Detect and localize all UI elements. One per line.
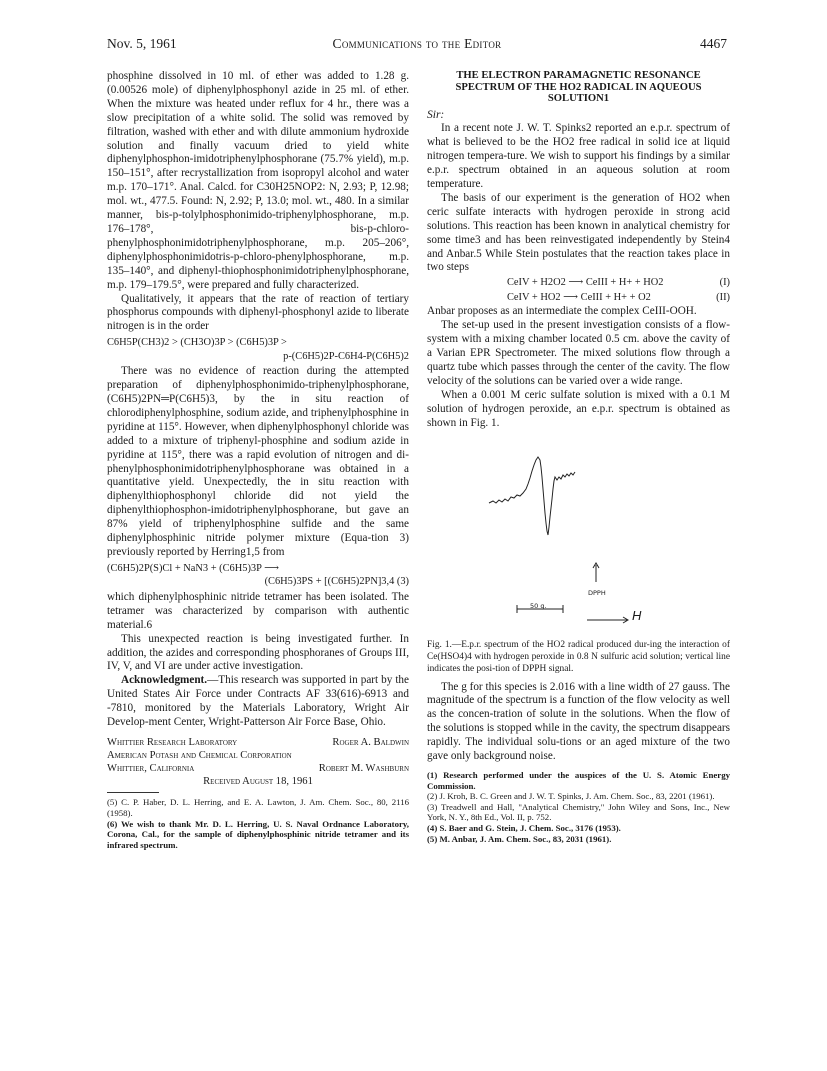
acknowledgment-heading: Acknowledgment. bbox=[121, 674, 208, 687]
paragraph: The g for this species is 2.016 with a line width of 27 gauss. The magnitude of the spectrum is a function of the flow velocity as well as the concen-tration of solute in the solutions. When the flow of the solutions is stopped while in the cavity, the spectrum disappears rapidly. The individual solu-tions or an aged mixture of the two gave only background noise. bbox=[427, 680, 730, 763]
epr-spectrum-figure bbox=[427, 437, 730, 635]
left-column bbox=[107, 70, 409, 850]
footnote: (3) Treadwell and Hall, "Analytical Chemistry," John Wiley and Sons, Inc., New York, N. Y., 8th Ed., Vol. II, p. 752. bbox=[427, 801, 730, 823]
paragraph: When a 0.001 M ceric sulfate solution is mixed with a 0.1 M solution of hydrogen peroxide, an e.p.r. spectrum is obtained as shown in Fig. 1. bbox=[427, 388, 730, 429]
paragraph: phosphine dissolved in 10 ml. of ether was added to 1.28 g. (0.00526 mole) of diphenylphosphonyl azide in 25 ml. of ether. When the mixture was heated under reflux for 4 hr., there was a slow precipitation of a white solid. The solid was removed by filtration, washed with ether and with dilute ammonium hydroxide solution and finally vacuum dried to yield white diphenylphosphon-imidotriphenylphosphorane (75.7% yield), m.p. 150–151°, after recrystallization from isopropyl alcohol and water m.p. 170–171°. Anal. Calcd. for C30H25NOP2: N, 2.93; P, 12.98; mol. wt., 477.5. Found: N, 2.92; P, 13.0; mol. wt., 480. In a similar manner, bis-p-tolylphosphonimido-triphenylphosphorane, m.p. 176–178°, bis-p-chloro-phenylphosphonimidotriphenylphosphorane, m.p. 205–206°, diphenylphosphonimidotris-p-chloro-phenylphosphorane, m.p. 135–140°, and diphenyl-thiophosphonimidotriphenylphosphorane, m.p. 179–179.5°, were prepared and fully characterized. bbox=[107, 70, 409, 291]
figure-caption: Fig. 1.—E.p.r. spectrum of the HO2 radical produced dur-ing the interaction of Ce(HSO4)4 with hydrogen peroxide in 0.8 N sulfuric acid solution; vertical line indicates the posi-tion of DPPH signal. bbox=[427, 639, 730, 674]
epr-spectrum-trace bbox=[489, 457, 575, 535]
salutation: Sir: bbox=[427, 108, 445, 121]
scale-label: 50 g. bbox=[530, 601, 547, 610]
page-header bbox=[107, 36, 727, 54]
equation-line: (C6H5)2P(S)Cl + NaN3 + (C6H5)3P ⟶ bbox=[107, 562, 279, 574]
field-axis-label: H bbox=[632, 607, 642, 623]
article-title: THE ELECTRON PARAMAGNETIC RESONANCE SPECTRUM OF THE HO2 RADICAL IN AQUEOUS SOLUTION1 bbox=[455, 70, 702, 104]
paragraph: The set-up used in the present investigation consists of a flow-system with a mixing chamber located 0.5 cm. above the cavity of a Varian EPR Spectrometer. The mixed solutions flow through a quartz tube which passes through the center of the cavity. The flow velocity of the solutions can be varied over a wide range. bbox=[427, 319, 730, 387]
issue-date: Nov. 5, 1961 bbox=[107, 36, 177, 51]
paragraph: Anbar proposes as an intermediate the complex CeIII-OOH. bbox=[427, 305, 697, 318]
paragraph: which diphenylphosphinic nitride tetramer has been isolated. The tetramer was characterized by comparison with authentic material.6 bbox=[107, 590, 409, 631]
paragraph: Qualitatively, it appears that the rate of reaction of tertiary phosphorus compounds with diphenyl-phosphonyl azide to liberate nitrogen is in the order bbox=[107, 292, 409, 333]
equation-line: (C6H5)3PS + [(C6H5)2PN]3,4 (3) bbox=[264, 576, 409, 588]
right-column bbox=[427, 70, 730, 844]
paragraph: The basis of our experiment is the generation of HO2 when ceric sulfate interacts with hydrogen peroxide in strong acid solutions. This reaction has been known in analytical chemistry for some time3 and has been reinvestigated independently by Stein4 and Anbar.5 While Stein postulates that the reaction takes place in two steps bbox=[427, 191, 730, 274]
affiliation-block bbox=[107, 736, 409, 789]
paragraph: In a recent note J. W. T. Spinks2 reported an e.p.r. spectrum of what is believed to be the HO2 free radical in solid ice at liquid nitrogen tempera-ture. We wish to support his findings by a similar e.p.r. spectrum obtained in an aqueous solution at room temperature. bbox=[427, 122, 730, 191]
acknowledgment-text: —This research was supported in part by the United States Air Force under Contracts AF 33(616)-6913 and -7810, monitored by the Materials Laboratory, Wright Air Develop-ment Center, Wright-Patterson Air Force Base, Ohio. bbox=[107, 674, 409, 729]
dpph-label: DPPH bbox=[588, 588, 606, 597]
footnote: (5) C. P. Haber, D. L. Herring, and E. A. Lawton, J. Am. Chem. Soc., 80, 2116 (1958). bbox=[107, 797, 409, 819]
equation-text: CeIV + HO2 ⟶ CeIII + H+ + O2 bbox=[507, 292, 651, 304]
footnote: (6) We wish to thank Mr. D. L. Herring, U. S. Naval Ordnance Laboratory, Corona, Cal., for the sample of diphenylphosphinic nitride tetramer and its infrared spectrum. bbox=[107, 818, 409, 850]
received-date: Received August 18, 1961 bbox=[203, 775, 313, 787]
footnote: (1) Research performed under the auspices of the U. S. Atomic Energy Commission. bbox=[427, 769, 730, 791]
section-title: Communications to the Editor bbox=[332, 36, 502, 51]
footnote: (4) S. Baer and G. Stein, J. Chem. Soc., 3176 (1953). bbox=[427, 822, 621, 833]
equation-2 bbox=[427, 290, 730, 305]
equation-text: CeIV + H2O2 ⟶ CeIII + H+ + HO2 bbox=[507, 277, 664, 289]
footnote: (2) J. Kroh, B. C. Green and J. W. T. Spinks, J. Am. Chem. Soc., 83, 2201 (1961). bbox=[427, 791, 715, 802]
order-line: C6H5P(CH3)2 > (CH3O)3P > (C6H5)3P > bbox=[107, 337, 287, 349]
footnote: (5) M. Anbar, J. Am. Chem. Soc., 83, 2031 (1961). bbox=[427, 833, 612, 844]
acknowledgment bbox=[107, 674, 409, 730]
equation-number: (II) bbox=[716, 292, 730, 304]
author-name: Robert M. Washburn bbox=[318, 762, 409, 774]
equation-3 bbox=[107, 562, 409, 589]
order-line: p-(C6H5)2P-C6H4-P(C6H5)2 bbox=[283, 350, 409, 362]
equation-1 bbox=[427, 275, 730, 290]
epr-spectrum-plot bbox=[427, 437, 730, 635]
page-number: 4467 bbox=[700, 36, 727, 51]
paragraph: This unexpected reaction is being investigated further. In addition, the azides and corresponding phosphoranes of Groups III, IV, V, and VI are under active investigation. bbox=[107, 632, 409, 673]
author-name: Roger A. Baldwin bbox=[332, 736, 409, 748]
reactivity-order bbox=[107, 336, 409, 363]
footnote-divider bbox=[107, 792, 159, 793]
affiliation-lab: Whittier Research Laboratory bbox=[107, 736, 238, 748]
affiliation-corp: American Potash and Chemical Corporation bbox=[107, 749, 292, 761]
equation-number: (I) bbox=[719, 277, 730, 289]
paragraph: There was no evidence of reaction during the attempted preparation of diphenylphosphonimido-triphenylphosphorane, (C6H5)2PN═P(C6H5)3, by the in situ reaction of chlorodiphenylphosphine, sodium azide, and triphenylphosphine in pyridine at 115°. However, when diphenylphosphonyl chloride was added to a mixture of triphenyl-phosphine and sodium azide in pyridine at 115°, there was a rapid evolution of nitrogen and di-phenylphosphonimidotriphenylphosphorane was obtained in a quantitative yield. Unexpectedly, the in situ reaction with diphenylthiophosphonyl chloride did not yield the diphenylthiophosphon-imidotriphenylphosphorane, but gave an 87% yield of triphenylphosphine sulfide and the same diphenylphosphinic nitride polymer mixture (Equa-tion 3) previously reported by Herring1,5 from bbox=[107, 365, 409, 558]
affiliation-city: Whittier, California bbox=[107, 762, 195, 774]
